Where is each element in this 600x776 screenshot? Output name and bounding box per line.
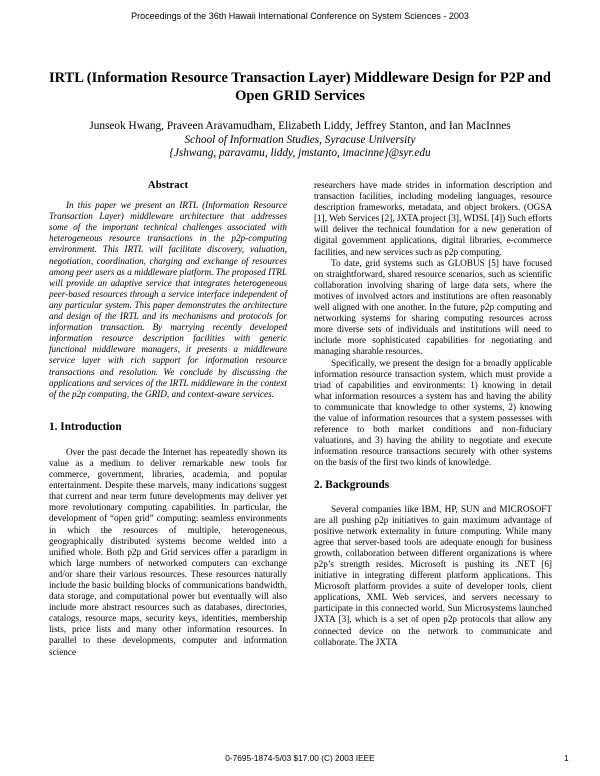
right-column (314, 180, 552, 648)
section-heading-backgrounds: 2. Backgrounds (314, 479, 390, 492)
intro-paragraph-2: To date, grid systems such as GLOBUS [5] have focused on straightforward, shared resource scenarios, such as scientific collaboration involving sharing of large data sets, where the motives of involved actors and institutions are often reasonably well aligned with one another. In the future, p2p computing and networking systems for sharing computing resources across more diverse sets of individuals and institutions will need to include more sophisticated capabilities for negotiating and managing sharable resources. (314, 257, 552, 357)
backgrounds-paragraph-1: Several companies like IBM, HP, SUN and MICROSOFT are all pushing p2p initiatives to gain maximum advantage of positive network externality in future computing. While many agree that server-based tools are adequate enough for business growth, collaboration between different organizations is where p2p’s strength resides. Microsoft is pushing its .NET [6] initiative in integrating different platform applications. This Microsoft platform provides a suite of developer tools, client applications, XML Web services, and servers necessary to participate in this connected world. Sun Microsystems launched JXTA [3], which is a set of open p2p protocols that allow any connected device on the network to communicate and collaborate. The JXTA (314, 503, 552, 647)
abstract-heading: Abstract (147, 179, 189, 191)
author-emails: {Jshwang, paravamu, liddy, jmstanto, imacinne}@syr.edu (169, 147, 431, 159)
intro-paragraph-1-continued: researchers have made strides in information description and transaction facilities, including modeling languages, resource description frameworks, metadata, and object brokers. (OGSA [1], Web Services [2], JXTA project [3], WDSL [4]) Such efforts will deliver the technical foundation for a new generation of digital government applications, digital libraries, e-commerce facilities, and new services such as p2p computing. (314, 180, 552, 257)
intro-paragraph-3: Specifically, we present the design for a broadly applicable information resource transaction system, which must provide a triad of capabilities and environments: 1) knowing in detail what information resources a system has and having the ability to communicate that knowledge to other systems, 2) knowing the value of information resources that a system possesses with reference to both market conditions and non-fiduciary valuations, and 3) having the ability to negotiate and execute information resource transactions securely with other systems on the basis of the first two kinds of knowledge. (314, 357, 552, 468)
title-line-2: Open GRID Services (235, 87, 365, 104)
paper-title (40, 70, 560, 105)
intro-paragraph-1: Over the past decade the Internet has repeatedly shown its value as a medium to deliver remarkable new tools for commerce, government, libraries, academia, and popular entertainment. Despite these marvels, many indications suggest that current and near term future developments may deliver yet more revolutionary computing capabilities. In particular, the development of “open grid” computing: seamless environments in which the resources of multiple, heterogeneous, geographically distributed systems become welded into a unified whole. Both p2p and Grid services offer a paradigm in which large numbers of networked computers can exchange and/or share their various resources. These resources naturally include the basic building blocks of communications bandwidth, data storage, and computational power but eventually will also include more abstract resources such as databases, directories, catalogs, resource maps, security keys, identities, membership lists, price lists and many other information resources. In parallel to these developments, computer and information science (49, 446, 287, 657)
title-line-1: IRTL (Information Resource Transaction Layer) Middleware Design for P2P and (48, 70, 551, 86)
author-block (40, 120, 560, 161)
affiliation: School of Information Studies, Syracuse University (184, 133, 416, 146)
copyright-footer: 0-7695-1874-5/03 $17.00 (C) 2003 IEEE (225, 753, 375, 763)
running-head: Proceedings of the 36th Hawaii International Conference on System Sciences - 2003 (131, 11, 469, 21)
section-heading-introduction: 1. Introduction (49, 420, 122, 433)
left-column (49, 180, 287, 658)
page-number: 1 (564, 753, 569, 763)
author-list: Junseok Hwang, Praveen Aravamudham, Elizabeth Liddy, Jeffrey Stanton, and Ian MacInnes (89, 120, 511, 132)
abstract-text: In this paper we present an IRTL (Information Resource Transaction Layer) middleware architecture that addresses some of the important technical challenges associated with heterogeneous resource transactions in the p2p-computing environment. This IRTL will facilitate discovery, valuation, negotiation, coordination, charging and exchange of resources among peer users as a middleware platform. The proposed ITRL will provide an adaptive service that integrates heterogeneous peer-based resources through a service interface independent of any particular system. This paper demonstrates the architecture and design of the IRTL and its mechanisms and protocols for information transaction. By marrying recently developed information resource description facilities with generic functional middleware managers, it presents a middleware service layer with rich support for information resource transactions and resolution. We conclude by discussing the applications and services of the IRTL middleware in the context of the p2p computing, the GRID, and context-aware services. (49, 200, 287, 399)
